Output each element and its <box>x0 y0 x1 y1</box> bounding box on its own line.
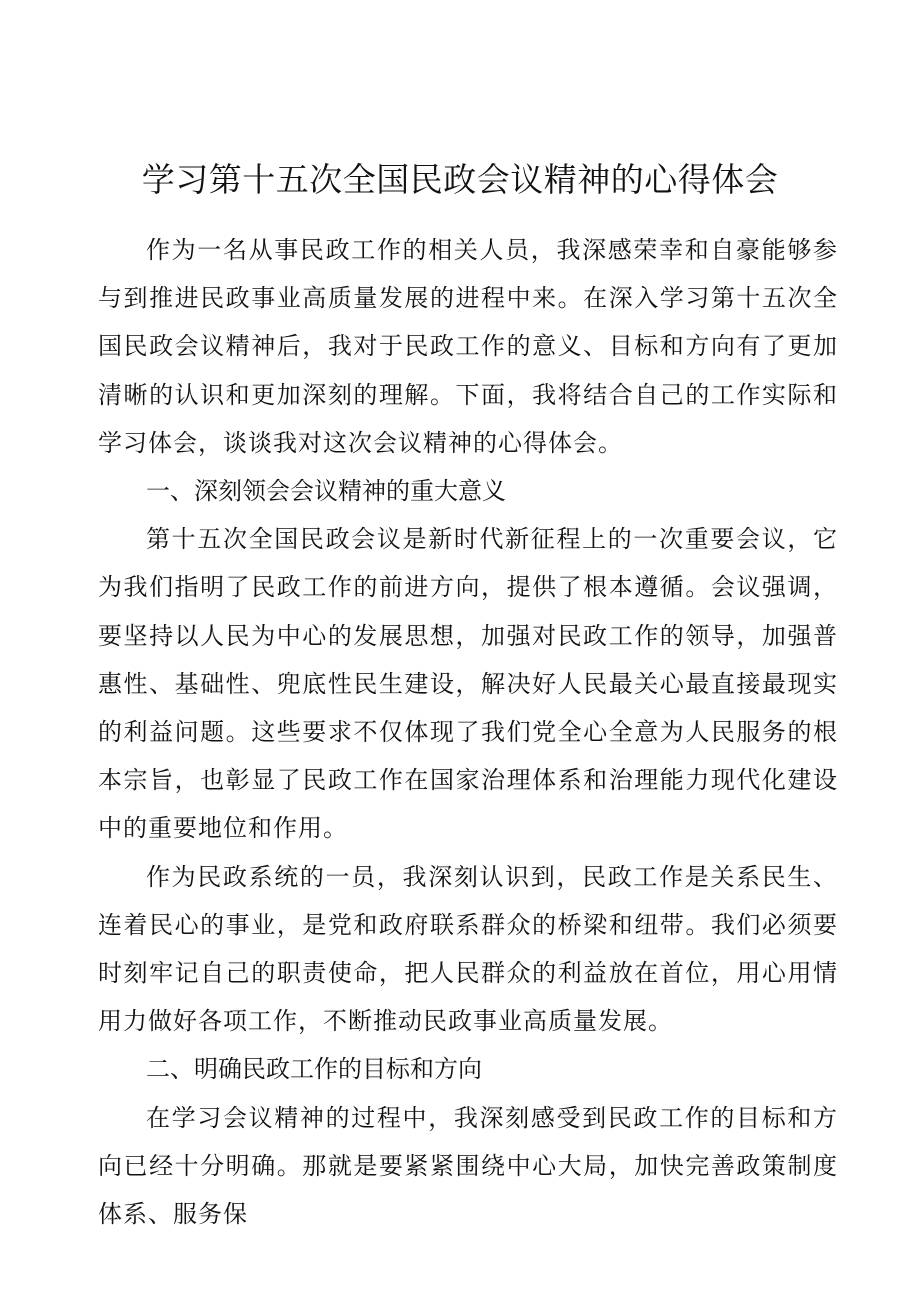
section-1-paragraph-2: 作为民政系统的一员，我深刻认识到，民政工作是关系民生、连着民心的事业，是党和政府联系群众的桥梁和纽带。我们必须要时刻牢记自己的职责使命，把人民群众的利益放在首位，用心用情用力做好各项工作，不断推动民政事业高质量发展。 <box>98 862 838 1036</box>
document-body <box>98 226 838 1238</box>
section-2-heading: 二、明确民政工作的目标和方向 <box>146 1055 482 1084</box>
document-title: 学习第十五次全国民政会议精神的心得体会 <box>141 160 779 199</box>
intro-paragraph: 作为一名从事民政工作的相关人员，我深感荣幸和自豪能够参与到推进民政事业高质量发展的进程中来。在深入学习第十五次全国民政会议精神后，我对于民政工作的意义、目标和方向有了更加清晰的认识和更加深刻的理解。下面，我将结合自己的工作实际和学习体会，谈谈我对这次会议精神的心得体会。 <box>98 236 838 457</box>
section-1-paragraph-1: 第十五次全国民政会议是新时代新征程上的一次重要会议，它为我们指明了民政工作的前进方向，提供了根本遵循。会议强调，要坚持以人民为中心的发展思想，加强对民政工作的领导，加强普惠性、基础性、兜底性民生建设，解决好人民最关心最直接最现实的利益问题。这些要求不仅体现了我们党全心全意为人民服务的根本宗旨，也彰显了民政工作在国家治理体系和治理能力现代化建设中的重要地位和作用。 <box>98 525 838 843</box>
section-1-heading: 一、深刻领会会议精神的重大意义 <box>146 477 506 506</box>
section-2-paragraph-1: 在学习会议精神的过程中，我深刻感受到民政工作的目标和方向已经十分明确。那就是要紧紧围绕中心大局，加快完善政策制度体系、服务保 <box>98 1103 838 1229</box>
